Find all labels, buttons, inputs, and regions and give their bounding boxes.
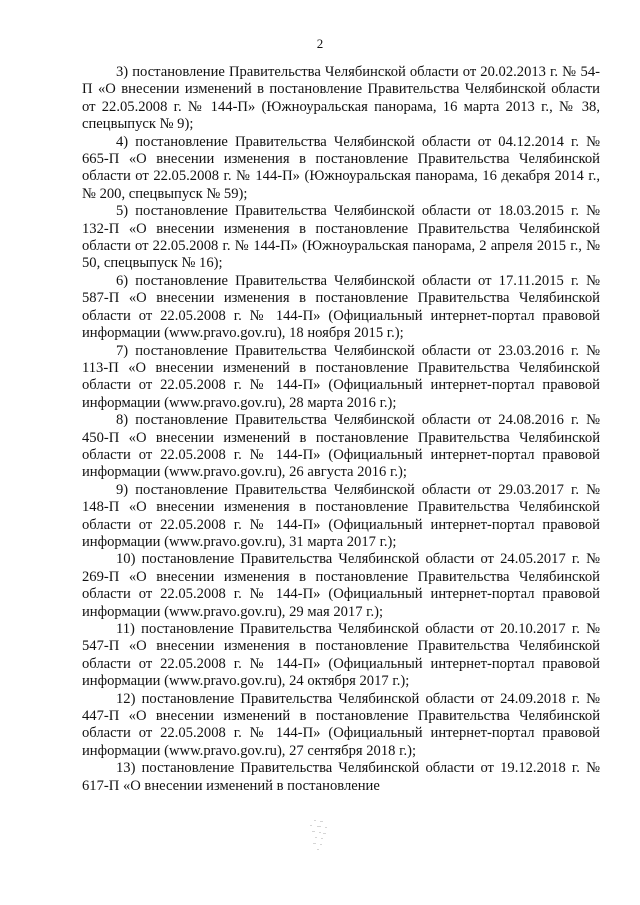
list-item-6: 6) постановление Правительства Челябинской области от 17.11.2015 г. № 587-П «О внесении изменения в постановление Правительства Челябинской области от 22.05.2008 г. № 144-П» (Официальный интернет-портал правовой информации (www.pravo.gov.ru), 18 ноября 2015 г.); xyxy=(82,272,600,342)
list-item-5: 5) постановление Правительства Челябинской области от 18.03.2015 г. № 132-П «О внесении изменения в постановление Правительства Челябинской области от 22.05.2008 г. № 144-П» (Южноуральская панорама, 2 апреля 2015 г., № 50, спецвыпуск № 16); xyxy=(82,203,600,272)
list-item-3: 3) постановление Правительства Челябинской области от 20.02.2013 г. № 54-П «О внесении изменений в постановление Правительства Челябинской области от 22.05.2008 г. № 144-П» (Южноуральская панорама, 16 марта 2013 г., № 38, спецвыпуск № 9); xyxy=(82,64,600,133)
list-item-9: 9) постановление Правительства Челябинской области от 29.03.2017 г. № 148-П «О внесении изменения в постановление Правительства Челябинской области от 22.05.2008 г. № 144-П» (Официальный интернет-портал правовой информации (www.pravo.gov.ru), 31 марта 2017 г.); xyxy=(82,481,600,550)
list-item-10: 10) постановление Правительства Челябинской области от 24.05.2017 г. № 269-П «О внесении изменения в постановление Правительства Челябинской области от 22.05.2008 г. № 144-П» (Официальный интернет-портал правовой информации (www.pravo.gov.ru), 29 мая 2017 г.); xyxy=(82,551,600,620)
list-item-8: 8) постановление Правительства Челябинской области от 24.08.2016 г. № 450-П «О внесении изменений в постановление Правительства Челябинской области от 22.05.2008 г. № 144-П» (Официальный интернет-портал правовой информации (www.pravo.gov.ru), 26 августа 2016 г.); xyxy=(82,412,600,481)
list-item-7: 7) постановление Правительства Челябинской области от 23.03.2016 г. № 113-П «О внесении изменений в постановление Правительства Челябинской области от 22.05.2008 г. № 144-П» (Официальный интернет-портал правовой информации (www.pravo.gov.ru), 28 марта 2016 г.); xyxy=(82,342,600,411)
list-item-4: 4) постановление Правительства Челябинской области от 04.12.2014 г. № 665-П «О внесении изменения в постановление Правительства Челябинской области от 22.05.2008 г. № 144-П» (Южноуральская панорама, 16 декабря 2014 г., № 200, спецвыпуск № 59); xyxy=(82,133,600,202)
faint-stamp-mark xyxy=(300,818,340,854)
list-item-12: 12) постановление Правительства Челябинской области от 24.09.2018 г. № 447-П «О внесении изменений в постановление Правительства Челябинской области от 22.05.2008 г. № 144-П» (Официальный интернет-портал правовой информации (www.pravo.gov.ru), 27 сентября 2018 г.); xyxy=(82,690,600,759)
page-number: 2 xyxy=(316,36,324,51)
document-body xyxy=(82,64,600,795)
list-item-11: 11) постановление Правительства Челябинской области от 20.10.2017 г. № 547-П «О внесении изменения в постановление Правительства Челябинской области от 22.05.2008 г. № 144-П» (Официальный интернет-портал правовой информации (www.pravo.gov.ru), 24 октября 2017 г.); xyxy=(82,621,600,690)
list-item-13: 13) постановление Правительства Челябинской области от 19.12.2018 г. № 617-П «О внесении изменений в постановление xyxy=(82,760,600,794)
